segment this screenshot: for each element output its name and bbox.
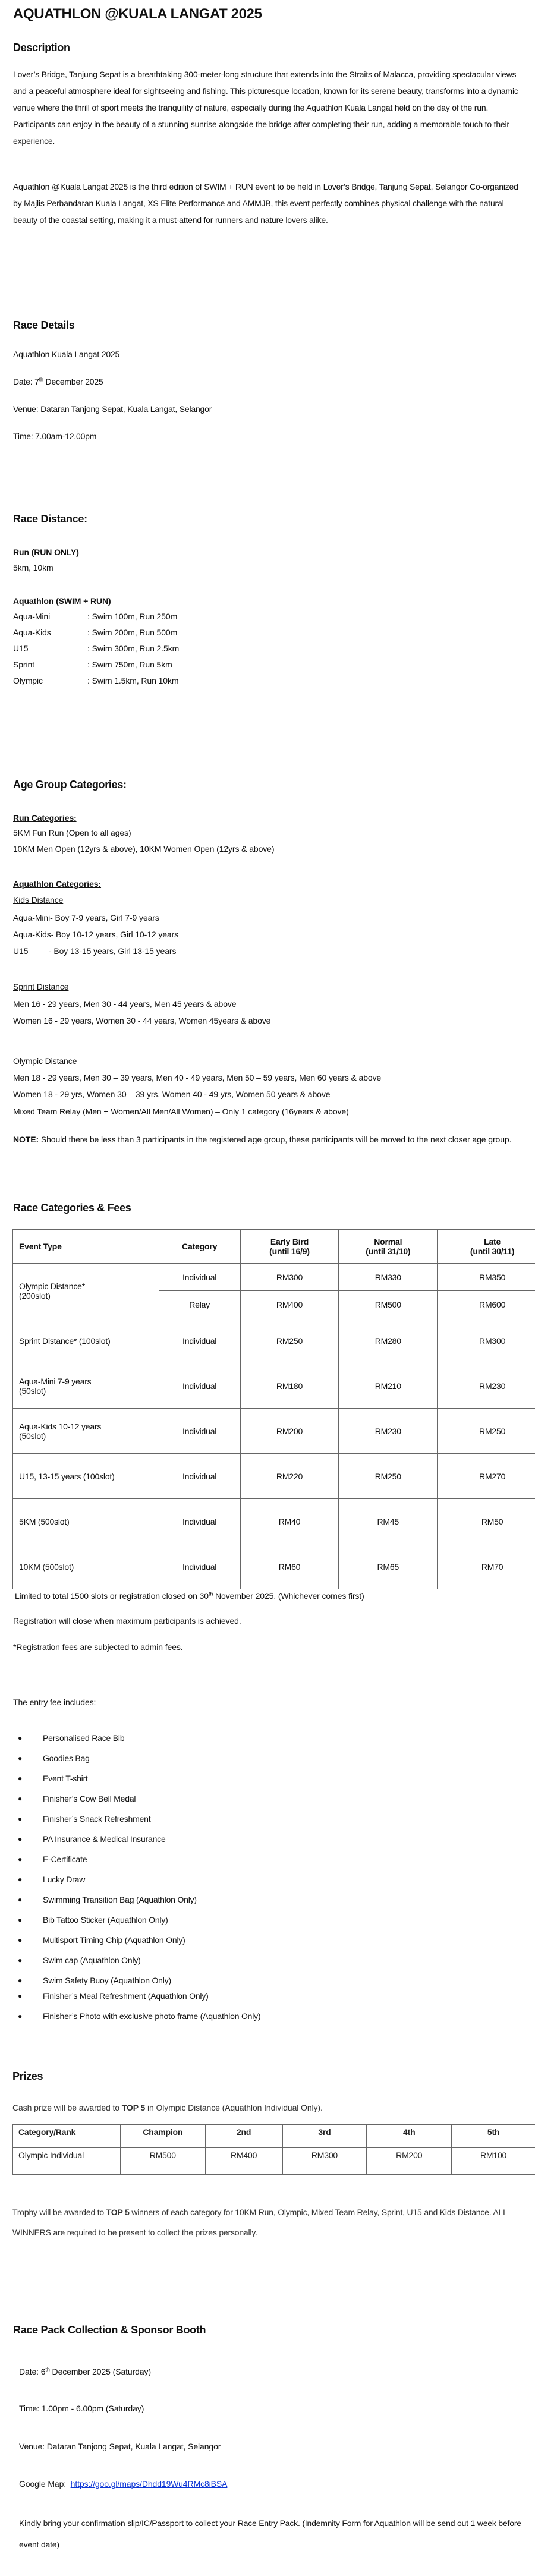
early-fee-cell: RM40	[240, 1499, 339, 1544]
list-item-text: Bib Tattoo Sticker (Aquathlon Only)	[43, 1915, 168, 1925]
col-champion: Champion	[120, 2125, 205, 2148]
normal-fee-cell: RM230	[339, 1409, 438, 1454]
aquathlon-heading: Aquathlon (SWIM + RUN)	[13, 596, 111, 606]
slot-limit-note	[15, 1589, 364, 1603]
note-label: NOTE:	[13, 1135, 39, 1144]
run-category-item: 10KM Men Open (12yrs & above), 10KM Women Open (12yrs & above)	[13, 844, 275, 854]
cash-bold: TOP 5	[121, 2103, 146, 2112]
pack-date-sup: th	[45, 2366, 50, 2373]
google-map-label: Google Map:	[19, 2479, 71, 2489]
limit-note-sup: th	[208, 1591, 213, 1597]
cash-pre: Cash prize will be awarded to	[12, 2103, 122, 2112]
table-row	[13, 1454, 535, 1499]
trophy-pre: Trophy will be awarded to	[12, 2207, 106, 2217]
date-label: Date: 7	[13, 377, 39, 386]
category-cell: Individual	[159, 1454, 240, 1499]
race-details-date	[13, 373, 103, 390]
prize-cell: RM500	[120, 2148, 205, 2175]
list-item-text: Event T-shirt	[43, 1774, 88, 1783]
sprint-distance-heading: Sprint Distance	[13, 982, 69, 991]
kids-item	[13, 909, 178, 926]
normal-fee-cell: RM330	[339, 1264, 438, 1291]
google-map-link[interactable]: https://goo.gl/maps/Dhdd19Wu4RMc8iBSA	[70, 2479, 228, 2489]
late-fee-cell: RM50	[438, 1499, 535, 1544]
bullet-icon: ●	[18, 1976, 23, 1985]
event-cell	[13, 1499, 159, 1544]
pack-date-label: Date: 6	[19, 2367, 46, 2376]
list-item-text: Personalised Race Bib	[43, 1733, 125, 1743]
aquathlon-distance-item	[13, 641, 179, 657]
event-cell	[13, 1454, 159, 1499]
list-item	[13, 1890, 197, 1910]
list-item-text: Finisher’s Photo with exclusive photo frame (Aquathlon Only)	[43, 2011, 261, 2021]
early-bird-sub: (until 16/9)	[269, 1246, 310, 1256]
prize-cell: RM100	[452, 2148, 535, 2175]
normal-fee-cell: RM45	[339, 1499, 438, 1544]
aquathlon-distance-item	[13, 657, 179, 673]
col-normal	[339, 1230, 438, 1264]
race-pack-venue: Venue: Dataran Tanjong Sepat, Kuala Langat, Selangor	[19, 2442, 221, 2451]
list-item-text: Finisher’s Snack Refreshment	[43, 1814, 151, 1824]
note-text: Should there be less than 3 participants in the registered age group, these participants will be moved to the next closer age group.	[39, 1135, 512, 1144]
kids-item-detail: - Boy 7-9 years, Girl 7-9 years	[50, 913, 159, 922]
distance-detail: : Swim 200m, Run 500m	[87, 628, 178, 637]
bullet-icon: ●	[18, 1734, 23, 1742]
distance-name: Aqua-Kids	[13, 628, 51, 637]
early-fee-cell: RM200	[240, 1409, 339, 1454]
kids-item-name: Aqua-Mini	[13, 913, 51, 922]
list-item-text: Lucky Draw	[43, 1875, 86, 1884]
list-item-text: Swimming Transition Bag (Aquathlon Only)	[43, 1895, 197, 1904]
cash-prize-note	[12, 2101, 323, 2115]
list-item	[13, 1728, 197, 1748]
bullet-icon: ●	[18, 1855, 23, 1863]
distance-name: U15	[13, 644, 29, 653]
late-label: Late	[484, 1237, 501, 1246]
bullet-icon: ●	[18, 1895, 23, 1904]
normal-fee-cell: RM250	[339, 1454, 438, 1499]
list-item	[13, 1950, 197, 1970]
bullet-icon: ●	[18, 1794, 23, 1803]
includes-list	[13, 1728, 197, 1991]
race-details-venue: Venue: Dataran Tanjong Sepat, Kuala Langat, Selangor	[13, 404, 212, 414]
distance-name: Aqua-Mini	[13, 612, 51, 621]
prize-cell: RM200	[367, 2148, 452, 2175]
distance-detail: : Swim 100m, Run 250m	[87, 612, 178, 621]
date-sup: th	[39, 376, 43, 383]
event-name: Sprint Distance* (100slot)	[19, 1336, 111, 1346]
kids-item-name: U15	[13, 946, 29, 956]
table-row	[13, 1318, 535, 1363]
category-cell: Individual	[159, 1318, 240, 1363]
prize-category-cell: Olympic Individual	[13, 2148, 121, 2175]
late-fee-cell: RM300	[438, 1318, 535, 1363]
category-cell: Relay	[159, 1291, 240, 1318]
event-cell	[13, 1318, 159, 1363]
event-cell	[13, 1409, 159, 1454]
list-item-text: Finisher’s Cow Bell Medal	[43, 1794, 136, 1803]
col-event-type: Event Type	[13, 1230, 159, 1264]
kids-distance-heading: Kids Distance	[13, 895, 64, 905]
distance-name: Olympic	[13, 676, 43, 685]
table-row	[13, 1264, 535, 1291]
event-name: 5KM (500slot)	[19, 1516, 70, 1526]
run-only-heading: Run (RUN ONLY)	[13, 547, 79, 557]
list-item	[13, 2006, 260, 2026]
prize-cell: RM400	[205, 2148, 282, 2175]
list-item-text: Goodies Bag	[43, 1753, 90, 1763]
page-title: AQUATHLON @KUALA LANGAT 2025	[13, 6, 262, 22]
late-fee-cell: RM270	[438, 1454, 535, 1499]
early-fee-cell: RM60	[240, 1544, 339, 1589]
race-details-time: Time: 7.00am-12.00pm	[13, 432, 97, 441]
fees-header-row	[13, 1230, 535, 1264]
category-cell: Individual	[159, 1409, 240, 1454]
col-3rd: 3rd	[282, 2125, 367, 2148]
kids-item-name: Aqua-Kids	[13, 930, 51, 939]
event-name: 10KM (500slot)	[19, 1561, 74, 1572]
distance-detail: : Swim 300m, Run 2.5km	[87, 644, 180, 653]
early-bird-label: Early Bird	[270, 1237, 309, 1246]
bullet-icon: ●	[18, 2012, 23, 2020]
bullet-icon: ●	[18, 1835, 23, 1843]
event-cell	[13, 1363, 159, 1409]
bring-documents-note: Kindly bring your confirmation slip/IC/Passport to collect your Race Entry Pack. (Indemnity Form for Aquathlon will be send out 1 week before event date)	[19, 2518, 521, 2549]
kids-distance-list	[13, 909, 178, 959]
olympic-distance-heading: Olympic Distance	[13, 1056, 77, 1066]
prizes-table	[12, 2124, 535, 2175]
limit-note-post: November 2025. (Whichever comes first)	[213, 1591, 364, 1601]
early-fee-cell: RM220	[240, 1454, 339, 1499]
sprint-item: Men 16 - 29 years, Men 30 - 44 years, Men 45 years & above	[13, 999, 237, 1009]
prizes-heading: Prizes	[12, 2070, 43, 2082]
race-pack-date	[19, 2364, 151, 2379]
description-paragraph-1: Lover’s Bridge, Tanjung Sepat is a breathtaking 300-meter-long structure that extends into the Straits of Malacca, providing spectacular views and a peaceful atmosphere ideal for sightseeing and fishing. This picturesque location, known for its serene beauty, transforms into a dynamic venue where the thrill of sport meets the tranquility of nature, especially during the Aquathlon Kuala Langat held on the day of the run. Participants can enjoy in the beauty of a stunning sunrise alongside the bridge after completing their run, adding a memorable touch to their experience.	[13, 70, 518, 146]
aquathlon-distance-item	[13, 625, 179, 641]
col-2nd: 2nd	[205, 2125, 282, 2148]
kids-item-detail: - Boy 10-12 years, Girl 10-12 years	[51, 930, 179, 939]
early-fee-cell: RM400	[240, 1291, 339, 1318]
list-item-text: Finisher’s Meal Refreshment (Aquathlon Only)	[43, 1991, 209, 2001]
bullet-icon: ●	[18, 1754, 23, 1762]
run-only-distances: 5km, 10km	[13, 563, 54, 572]
run-categories-heading: Run Categories:	[13, 813, 77, 823]
early-fee-cell: RM180	[240, 1363, 339, 1409]
normal-sub: (until 31/10)	[366, 1246, 411, 1256]
late-fee-cell: RM350	[438, 1264, 535, 1291]
col-category-rank: Category/Rank	[13, 2125, 121, 2148]
list-item	[13, 1910, 197, 1930]
google-map-line	[19, 2477, 227, 2491]
bullet-icon: ●	[18, 1992, 23, 2000]
event-cell	[13, 1264, 159, 1318]
col-5th: 5th	[452, 2125, 535, 2148]
trophy-note	[12, 2202, 527, 2243]
aquathlon-distance-list	[13, 609, 179, 689]
event-sub: (50slot)	[19, 1385, 46, 1396]
category-cell: Individual	[159, 1499, 240, 1544]
olympic-item: Women 18 - 29 yrs, Women 30 – 39 yrs, Women 40 - 49 yrs, Women 50 years & above	[13, 1089, 331, 1099]
early-fee-cell: RM250	[240, 1318, 339, 1363]
race-details-heading: Race Details	[13, 319, 75, 331]
late-fee-cell: RM600	[438, 1291, 535, 1318]
list-item	[13, 1829, 197, 1849]
event-sub: (200slot)	[19, 1290, 51, 1300]
trophy-bold: TOP 5	[106, 2207, 130, 2217]
col-early-bird	[240, 1230, 339, 1264]
list-item-text: Multisport Timing Chip (Aquathlon Only)	[43, 1935, 185, 1945]
prize-cell: RM300	[282, 2148, 367, 2175]
list-item	[13, 1930, 197, 1950]
late-sub: (until 30/11)	[470, 1246, 515, 1256]
list-item	[13, 1768, 197, 1788]
olympic-item: Men 18 - 29 years, Men 30 – 39 years, Men 40 - 49 years, Men 50 – 59 years, Men 60 years & above	[13, 1073, 382, 1082]
description-paragraph-2: Aquathlon @Kuala Langat 2025 is the third edition of SWIM + RUN event to be held in Lover’s Bridge, Tanjung Sepat, Selangor Co-organized by Majlis Perbandaran Kuala Langat, XS Elite Performance and AMMJB, this event perfectly combines physical challenge with the natural beauty of the coastal setting, making it a must-attend for runners and nature lovers alike.	[13, 182, 518, 225]
limit-note-pre: Limited to total 1500 slots or registration closed on 30	[15, 1591, 209, 1601]
normal-fee-cell: RM65	[339, 1544, 438, 1589]
category-cell: Individual	[159, 1544, 240, 1589]
fees-heading: Race Categories & Fees	[13, 1202, 131, 1214]
race-distance-heading: Race Distance:	[13, 513, 87, 525]
kids-item	[13, 926, 178, 943]
table-row	[13, 1499, 535, 1544]
normal-fee-cell: RM500	[339, 1291, 438, 1318]
event-name: Olympic Distance*	[19, 1281, 85, 1291]
early-fee-cell: RM300	[240, 1264, 339, 1291]
olympic-item: Mixed Team Relay (Men + Women/All Men/All Women) – Only 1 category (16years & above)	[13, 1107, 349, 1116]
kids-item-detail: - Boy 13-15 years, Girl 13-15 years	[49, 946, 177, 956]
list-item	[13, 1986, 260, 2006]
normal-label: Normal	[374, 1237, 402, 1246]
list-item-text: Swim cap (Aquathlon Only)	[43, 1955, 141, 1965]
trophy-post: winners of each category for 10KM Run, Olympic, Mixed Team Relay, Sprint, U15 and Kids Distance. ALL WINNERS are required to be present to collect the prizes personally.	[12, 2207, 508, 2237]
col-late	[438, 1230, 535, 1264]
late-fee-cell: RM250	[438, 1409, 535, 1454]
normal-fee-cell: RM280	[339, 1318, 438, 1363]
event-cell	[13, 1544, 159, 1589]
age-group-heading: Age Group Categories:	[13, 779, 127, 791]
sprint-item: Women 16 - 29 years, Women 30 - 44 years, Women 45years & above	[13, 1016, 271, 1025]
age-group-note	[13, 1131, 524, 1148]
table-row	[13, 1409, 535, 1454]
table-row	[13, 1544, 535, 1589]
list-item	[13, 1809, 197, 1829]
bullet-icon: ●	[18, 1936, 23, 1944]
list-item	[13, 1748, 197, 1768]
late-fee-cell: RM70	[438, 1544, 535, 1589]
description-heading: Description	[13, 42, 70, 53]
cash-post: in Olympic Distance (Aquathlon Individual Only).	[145, 2103, 323, 2112]
distance-detail: : Swim 750m, Run 5km	[87, 660, 172, 669]
date-rest: December 2025	[43, 377, 103, 386]
bullet-icon: ●	[18, 1875, 23, 1884]
race-pack-time: Time: 1.00pm - 6.00pm (Saturday)	[19, 2404, 144, 2413]
col-category: Category	[159, 1230, 240, 1264]
event-name: U15, 13-15 years (100slot)	[19, 1471, 115, 1481]
bullet-icon: ●	[18, 1956, 23, 1964]
aquathlon-distance-item	[13, 673, 179, 689]
table-row	[13, 1363, 535, 1409]
bullet-icon: ●	[18, 1815, 23, 1823]
event-name: Aqua-Kids 10-12 years	[19, 1421, 102, 1431]
includes-heading: The entry fee includes:	[13, 1698, 96, 1707]
category-cell: Individual	[159, 1363, 240, 1409]
distance-name: Sprint	[13, 660, 34, 669]
normal-fee-cell: RM210	[339, 1363, 438, 1409]
registration-close-note: Registration will close when maximum participants is achieved.	[13, 1616, 241, 1626]
table-row	[13, 2148, 535, 2175]
distance-detail: : Swim 1.5km, Run 10km	[87, 676, 179, 685]
prizes-header-row	[13, 2125, 535, 2148]
event-name: Aqua-Mini 7-9 years	[19, 1376, 92, 1386]
aquathlon-categories-heading: Aquathlon Categories:	[13, 879, 102, 889]
list-item-text: PA Insurance & Medical Insurance	[43, 1834, 166, 1844]
race-pack-heading: Race Pack Collection & Sponsor Booth	[13, 2324, 206, 2336]
bullet-icon: ●	[18, 1916, 23, 1924]
list-item-text: E-Certificate	[43, 1854, 87, 1864]
bullet-icon: ●	[18, 1774, 23, 1783]
late-fee-cell: RM230	[438, 1363, 535, 1409]
list-item	[13, 1788, 197, 1809]
list-item	[13, 1869, 197, 1890]
admin-fee-note: *Registration fees are subjected to admin fees.	[13, 1642, 183, 1652]
pack-date-rest: December 2025 (Saturday)	[49, 2367, 152, 2376]
kids-item	[13, 943, 178, 959]
includes-list-extra	[13, 1986, 260, 2026]
event-sub: (50slot)	[19, 1431, 46, 1441]
race-details-event-name: Aquathlon Kuala Langat 2025	[13, 349, 120, 359]
fees-table	[12, 1229, 535, 1589]
list-item	[13, 1849, 197, 1869]
list-item-text: Swim Safety Buoy (Aquathlon Only)	[43, 1976, 171, 1985]
col-4th: 4th	[367, 2125, 452, 2148]
aquathlon-distance-item	[13, 609, 179, 625]
category-cell: Individual	[159, 1264, 240, 1291]
run-category-item: 5KM Fun Run (Open to all ages)	[13, 828, 131, 837]
